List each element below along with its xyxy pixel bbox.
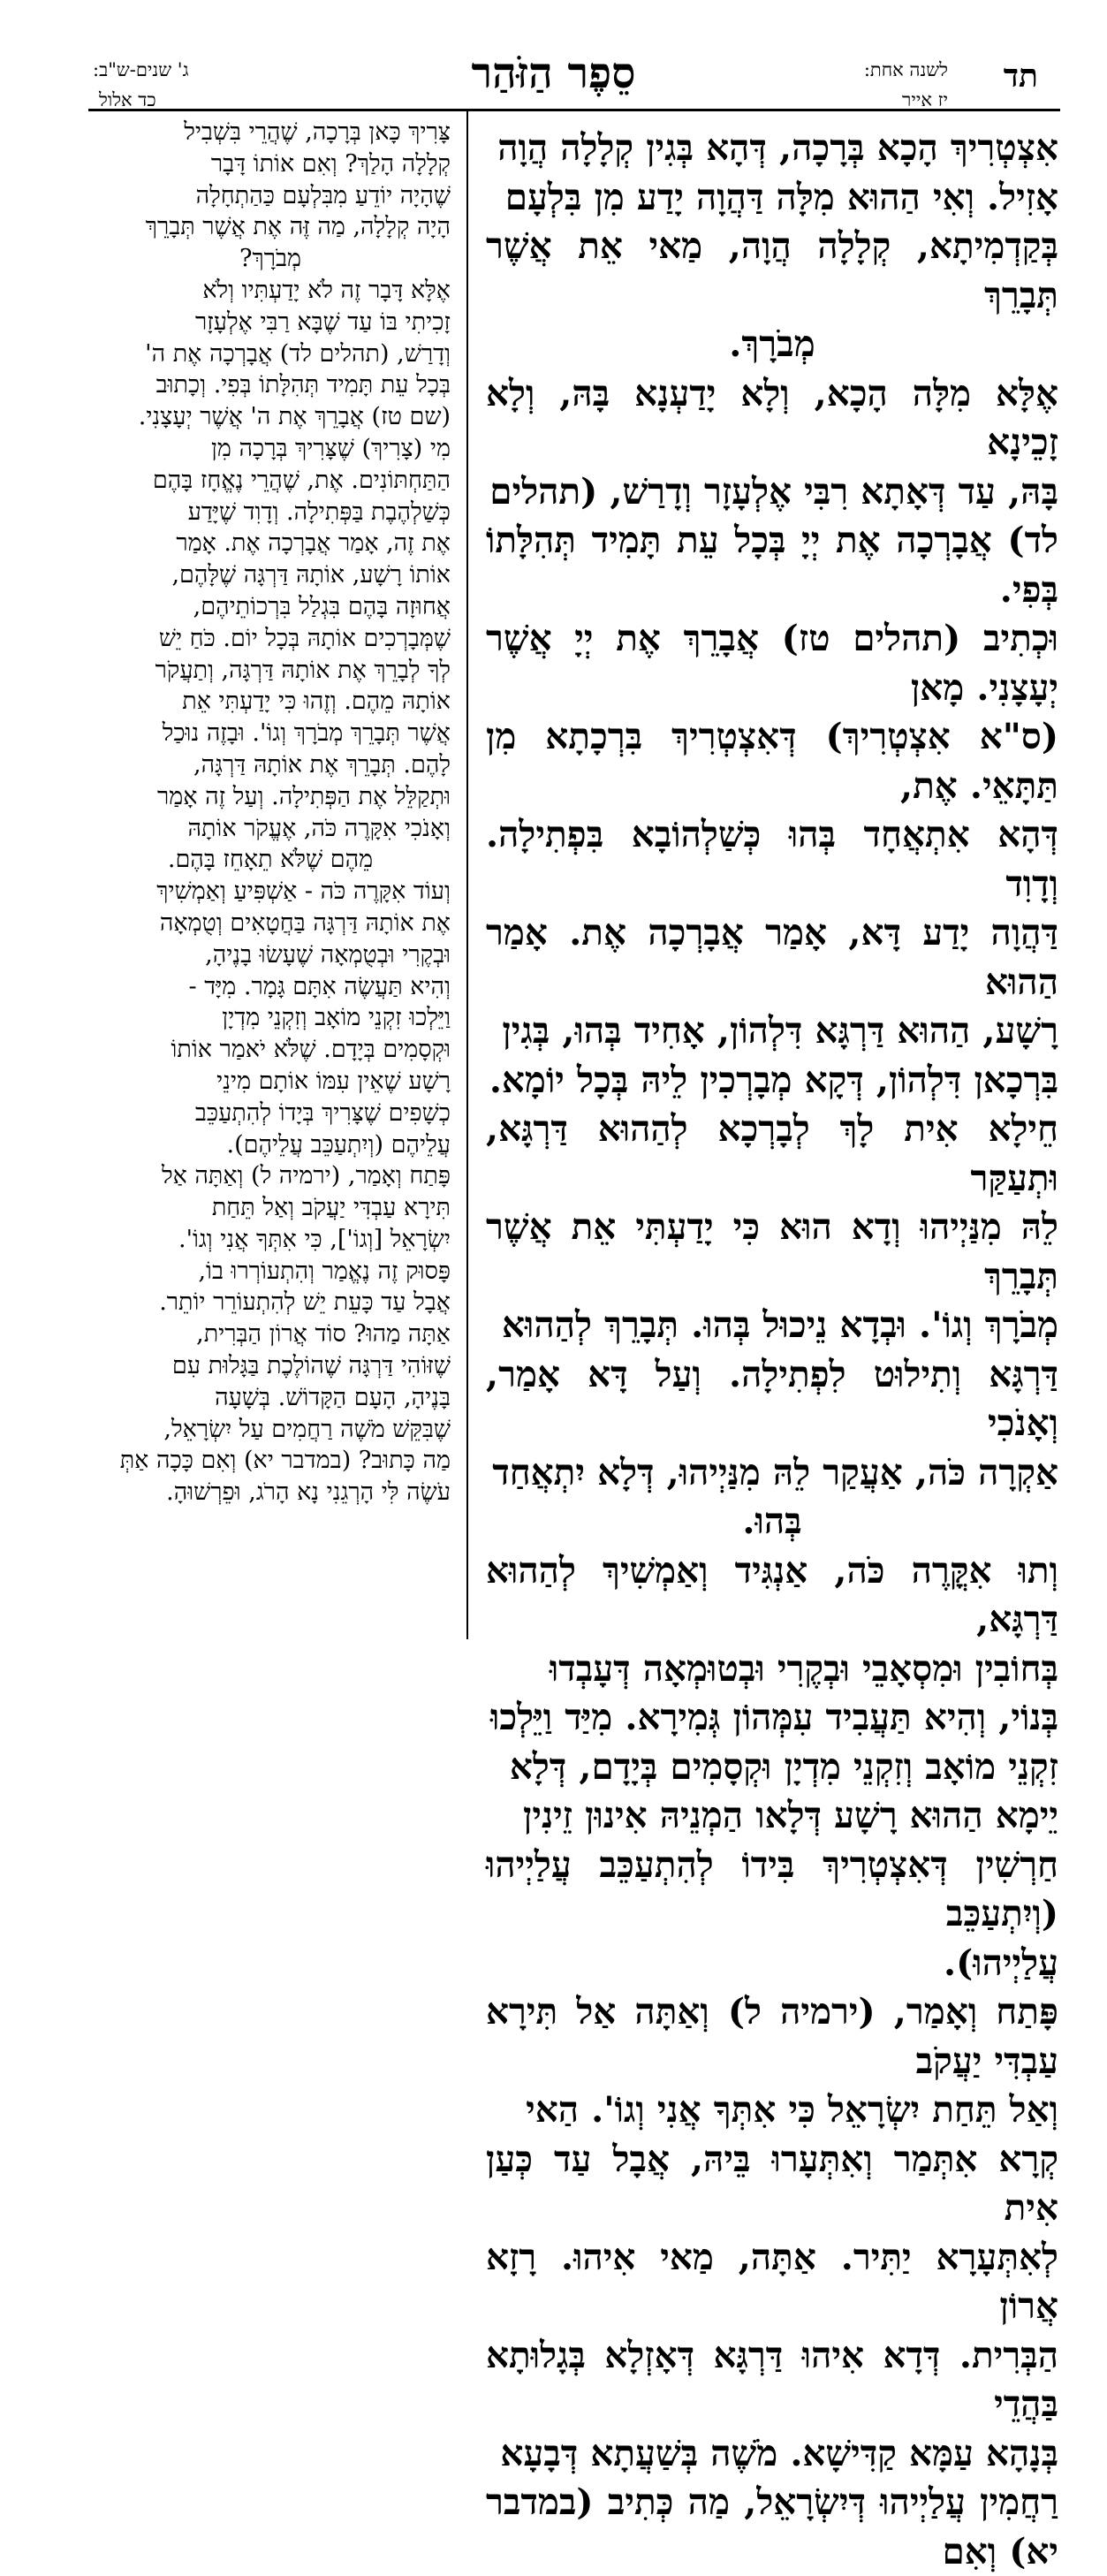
text-line: אֲשֶׁר תְּבָרֵךְ מְבֹרָךְ וְגוֹ'. וּבָזֶה נוּכַל <box>162 719 451 748</box>
reading-schedule-three-year: ג' שנים-ש"ב: <box>93 59 189 80</box>
text-line: מַה כָּתוּב? (במדבר יא) וְאִם כָּכָה אַתְּ <box>119 1447 451 1475</box>
text-line: שֶׁהָיָה יוֹדֵעַ מִבִּלְעָם כַּהַתְחָלָה <box>195 181 451 209</box>
text-line: וְדָרַשׁ, (תהלים לד) אֲבָרְכָה אֶת ה' <box>145 339 451 368</box>
text-line: לְאִתְּעָרָא יַתִּיר. אַתָּה, מַאי אִיהוּ. רָזָא אֲרוֹן <box>486 2235 1058 2327</box>
text-line: מְבֹרָךְ. <box>729 323 815 365</box>
text-line: אַקְרָה כֹּה, אַעֲקַר לֵהּ מִנַּיְיהוּ, דְּלָא יִתְאֲחַד <box>492 1450 1058 1493</box>
text-line: מְבֹרָךְ? <box>239 245 302 273</box>
text-line: בְּקַדְמִיתָא, קְלָלָה הֲוָה, מַאי אֵת אֲשֶׁר תְּבָרֵךְ <box>486 224 1058 316</box>
text-line: אֲבָל עַד כָּעֵת יֵשׁ לְהִתְעוֹרֵר יוֹתֵר. <box>159 1288 451 1317</box>
reading-date-one-year: יז אייר <box>902 89 948 110</box>
text-line: אַתָּה מַהוּ? סוֹד אֲרוֹן הַבְּרִית, <box>196 1320 451 1349</box>
text-line: אוֹתָהּ מֵהֶם. וְזֶהוּ כִּי יָדַעְתִּי אֵת <box>182 688 451 716</box>
text-line: וּקְסָמִים בְּיָדָם. שֶׁלֹּא יֹאמַר אוֹתוֹ <box>171 1036 451 1064</box>
text-line: אוֹתוֹ רָשָׁע, אוֹתָהּ דַּרְגָּה שֶׁלָּהֶם, <box>171 561 451 589</box>
text-line: וְאָנֹכִי אִקָּרֶה כֹּה, אֶעֱקֹר אוֹתָהּ <box>187 814 451 842</box>
reading-date-three-year: כד אלול <box>99 89 156 110</box>
reading-schedule-one-year: לשנה אחת: <box>863 59 948 80</box>
text-line: דַּרְגָּא וְתִילוּט לִפְתִילָה. וְעַל דָּא אָמַר, וְאָנֹכִי <box>486 1352 1058 1444</box>
text-line: בְּכָל עֵת תָּמִיד תְּהִלָּתוֹ בְּפִי. וְכָתוּב <box>155 371 451 399</box>
text-line: חַרְשִׁין דְּאִצְטְרִיךְ בִּידוֹ לְהִתְעַכֵּב עֲלַיְיהוּ (וְיִתְעַכֵּב <box>486 1843 1058 1934</box>
text-line: בְּהוּ. <box>742 1500 802 1542</box>
text-line: דְּהָא אִתְאֲחָד בְּהוּ כְּשַׁלְהוֹבָא בִּפְתִילָה. וְדָוִד <box>486 813 1058 905</box>
text-line: וְאַל תֵּחַת יִשְׂרָאֵל כִּי אִתְּךָ אֲנִי וְגוֹ'. הַאי <box>526 2088 1058 2131</box>
page-number: תד <box>1003 57 1038 95</box>
text-line: קְרָא אִתְּמַר וְאִתְּעָרוּ בֵּיהּ, אֲבָל עַד כְּעַן אִית <box>486 2137 1058 2229</box>
text-line: וְהִיא תַּעֲשֶׂה אִתָּם גָּמָר. מִיָּד - <box>188 972 451 1000</box>
text-line: וּכְתִיב (תהלים טז) אֲבָרֵךְ אֶת יְיָ אֲשֶׁר יְעָצָנִי. מָאן <box>486 617 1058 709</box>
text-line: וַיֵּלְכוּ זִקְנֵי מוֹאָב וְזִקְנֵי מִדְיָן <box>222 1004 451 1032</box>
text-line: אִצְטְרִיךְ הָכָא בְּרָכָה, דְּהָא בְּגִין קְלָלָה הֲוָה <box>497 126 1058 169</box>
text-line: זָכִיתִי בּוֹ עַד שֶׁבָּא רַבִּי אֶלְעָזָר <box>194 308 451 336</box>
text-line: פָּתַח וְאָמַר, (ירמיה ל) וְאַתָּה אַל <box>161 1162 451 1190</box>
text-line: מִי (צָרִיךְ) שֶׁצָּרִיךְ בְּרָכָה מִן <box>211 434 451 462</box>
text-line: הַבְּרִית. דְּדָא אִיהוּ דַּרְגָּא דְּאָזְלָא בְּגָלוּתָא בַּהֲדֵי <box>486 2333 1058 2425</box>
text-line: פָּסוּק זֶה נֶאֱמַר וְהִתְעוֹרְרוּ בוֹ, <box>198 1257 451 1285</box>
text-line: (ס"א אִצְטְרִיךְ) דְּאִצְטְרִיךְ בִּרְכָתָא מִן תַּתָּאֵי. אֶת, <box>486 715 1058 807</box>
text-line: וּתְקַלֵּל אֶת הַפְּתִילָה. וְעַל זֶה אָמַר <box>157 782 451 810</box>
text-line: רַחֲמִין עֲלַיְיהוּ דְּיִשְׂרָאֵל, מַה כְּתִיב (במדבר יא) וְאִם <box>486 2481 1058 2572</box>
text-line: אֶלָּא מִלָּה הָכָא, וְלָא יָדַעְנָא בָּהּ, וְלָא זָכֵינָא <box>486 371 1058 463</box>
text-line: פָּתַח וְאָמַר, (ירמיה ל) וְאַתָּה אַל תִּירָא עַבְדִּי יַעֲקֹב <box>486 1990 1058 2082</box>
text-line: וּבְקֶרִי וּבְטֻמְאָה שֶׁעָשׂוּ בָנֶיהָ, <box>205 940 451 969</box>
text-line: כְשָׁפִים שֶׁצָּרִיךְ בְּיָדוֹ לְהִתְעַכֵּב <box>194 1098 451 1127</box>
text-line: וְעוֹד אִקָּרֶה כֹּה - אַשְׁפִּיעַ וְאַמְשִׁיךְ <box>156 878 451 906</box>
text-line: בִּרְכָאן דִּלְהוֹן, דְּקָא מְבָרְכִין לֵיהּ בְּכָל יוֹמָא. <box>489 1058 1058 1101</box>
text-line: זִקְנֵי מוֹאָב וְזִקְנֵי מִדְיָן וּקְסָמִים בְּיָדָם, דְּלָא <box>509 1744 1058 1788</box>
text-line: לְךָ לְבָרֵךְ אֶת אוֹתָהּ דַּרְגָּה, וְתַעֲקֹר <box>155 656 451 684</box>
text-line: לד) אֲבָרְכָה אֶת יְיָ בְּכָל עֵת תָּמִיד תְּהִלָּתוֹ בְּפִי. <box>486 519 1058 611</box>
aramaic-text-column <box>486 124 1058 2576</box>
text-line: בְּנוֹי, וְהִיא תַּעֲבִיד עִמְּהוֹן גְּמִירָא. מִיַּד וַיֵּלְכוּ <box>490 1696 1058 1738</box>
text-line: עֲלַיְיהוּ). <box>943 1941 1058 1984</box>
text-line: וְתוּ אִקֳּרֶה כֹּה, אַנְגִּיד וְאַמְשִׁיךְ לְהַהוּא דַּרְגָּא, <box>486 1548 1058 1640</box>
text-line: בָּנֶיהָ, הָעָם הַקָּדוֹשׁ. בְּשָׁעָה <box>215 1383 451 1411</box>
text-line: עֲלֵיהֶם (וְיִתְעַכֵּב עֲלֵיהֶם). <box>226 1130 451 1159</box>
hebrew-translation-column <box>90 117 451 1508</box>
text-line: שֶׁמְּבָרְכִים אוֹתָהּ בְּכָל יוֹם. כֹּחַ יֵשׁ <box>158 624 451 652</box>
header-divider <box>88 109 1060 111</box>
text-line: עֹשֶׂה לִּי הָרְגֵנִי נָא הָרֹג, וּפֵרְשׁוּהָ. <box>166 1478 451 1507</box>
text-line: אָזִיל. וְאִי הַהוּא מִלָּה דַּהֲוָה יָדַע מִן בִּלְעָם <box>504 175 1058 218</box>
text-line: בְּחוֹבִין וּמִסְאָבֵי וּבְקֶרִי וּבְטוּמְאָה דְּעָבְדוּ <box>549 1646 1058 1690</box>
text-line: אֶת אוֹתָהּ דַּרְגָּה בַּחֲטָאִים וְטֻמְאָה <box>159 908 451 937</box>
text-line: בָּהּ, עַד דְּאָתָא רִבִּי אֶלְעָזָר וְדָרַשׁ, (תהלים <box>489 469 1058 513</box>
text-line: כְּשַׁלְהֶבֶת בַּפְּתִילָה. וְדָוִד שֶׁיָּדַע <box>187 498 451 526</box>
book-title: סֵפֶר הַזֹּהַר <box>471 49 636 98</box>
text-line: מְבֹרָךְ וְגוֹ'. וּבְדָא נֵיכוּל בְּהוּ. תְּבָרֵךְ לְהַהוּא <box>502 1303 1058 1346</box>
text-line: הָיָה קְלָלָה, מַה זֶּה אֶת אֲשֶׁר תְּבָרֵךְ <box>145 213 451 241</box>
text-line: אֶלָּא דָּבָר זֶה לֹא יָדַעְתִּיו וְלֹא <box>202 276 451 304</box>
text-line: יִשְׂרָאֵל [וְגוֹ'], כִּי אִתְּךָ אֲנִי וְגוֹ'. <box>178 1225 451 1253</box>
text-line: חֵילָא אִית לָךְ לְבָרְכָא לְהַהוּא דַּרְגָּא, וּתְעַקַּר <box>486 1107 1058 1199</box>
text-line: אֲחוּזָה בָּהֶם בִּגְלַל בִּרְכוֹתֵיהֶם, <box>193 592 451 620</box>
text-line: הַתַּחְתּוֹנִים. אֶת, שֶׁהֲרֵי נֶאֱחָז בָּהֶם <box>152 466 451 494</box>
text-line: לֵהּ מִנַּיְיהוּ וְדָא הוּא כִּי יָדַעְתִּי אֵת אֲשֶׁר תְּבָרֵךְ <box>486 1205 1058 1297</box>
text-line: קְלָלָה הָלַךְ? וְאִם אוֹתוֹ דָּבָר <box>210 149 451 178</box>
text-line: שֶׁבִּקֵּשׁ מֹשֶׁה רַחֲמִים עַל יִשְׂרָאֵל, <box>163 1415 451 1443</box>
text-line: אֶת זֶה, אָמַר אֲבָרְכָה אֶת. אָמַר <box>176 529 451 558</box>
text-line: תִּירָא עַבְדִּי יַעֲקֹב וְאַל תֵּחַת <box>211 1194 451 1222</box>
text-line: שֶׁזּוֹהִי דַּרְגָּה שֶׁהוֹלֶכֶת בַּגָּלוּת עִם <box>171 1352 451 1380</box>
text-line: בְּנָהָא עַמָּא קַדִּישָׁא. מֹשֶׁה בְּשַׁעֲתָא דְּבָעָא <box>500 2431 1058 2474</box>
text-line: רָשָׁע שֶׁאֵין עִמּוֹ אוֹתָם מִינֵי <box>216 1067 451 1095</box>
text-line: מֵהֶם שֶׁלֹּא תֵאָחֵז בָּהֶם. <box>167 846 374 874</box>
text-line: לָהֶם. תְּבָרֵךְ אֶת אוֹתָהּ דַּרְגָּה, <box>193 750 451 779</box>
text-line: יֵימָא הַהוּא רָשָׁע דְּלָאו הַמְנֵיהּ אִינוּן זֵינִין <box>523 1794 1058 1836</box>
text-line: דַּהֲוָה יָדַע דָּא, אָמַר אֲבָרְכָה אֶת. אָמַר הַהוּא <box>486 911 1058 1003</box>
text-line: צָּרִיךְ כָּאן בְּרָכָה, שֶׁהֲרֵי בִּשְׁבִיל <box>184 118 451 146</box>
column-divider <box>466 110 468 1639</box>
text-line: רָשָׁע, הַהוּא דַּרְגָּא דִּלְהוֹן, אָחִיד בְּהוּ, בְּגִין <box>502 1009 1058 1052</box>
text-line: (שם טז) אֲבָרֵךְ אֶת ה' אֲשֶׁר יְעָצָנִי. <box>138 403 451 431</box>
